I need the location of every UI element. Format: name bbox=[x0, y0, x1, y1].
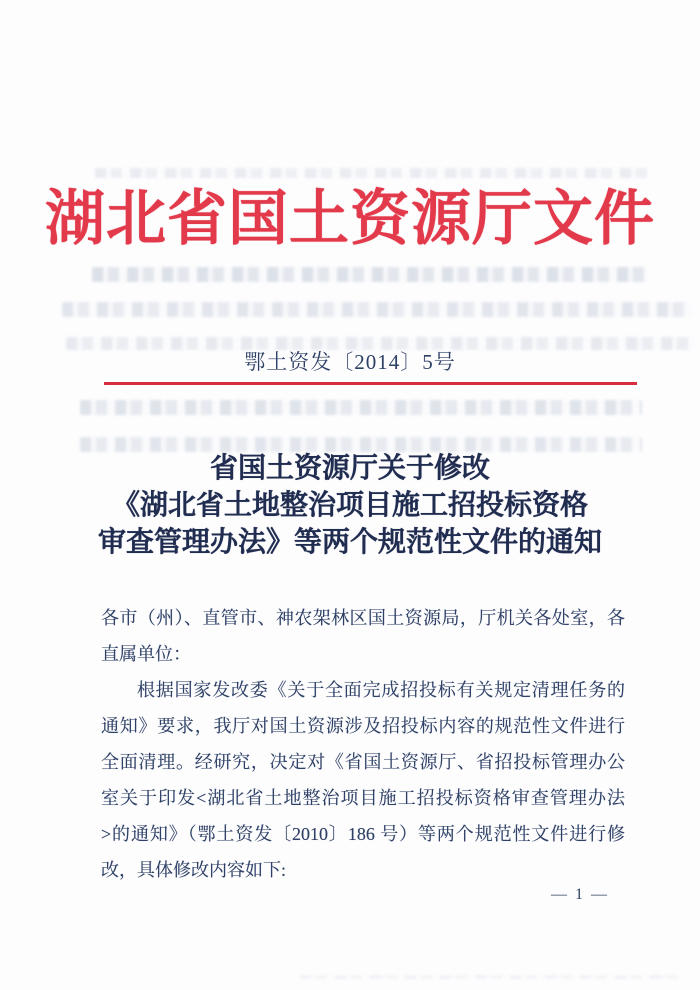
body-line-6: 改，具体修改内容如下: bbox=[101, 860, 286, 880]
body-line-2: 通知》要求，我厅对国土资源涉及招投标内容的规范性文件进行 bbox=[101, 716, 625, 736]
document-number: 鄂土资发〔2014〕5号 bbox=[244, 350, 456, 374]
bleedthrough-band bbox=[80, 400, 642, 415]
body-line-5: >的通知》（鄂土资发〔2010〕186 号）等两个规范性文件进行修 bbox=[101, 824, 625, 844]
bleedthrough-band bbox=[95, 168, 647, 178]
notice-title-line-1: 省国土资源厅关于修改 bbox=[209, 453, 490, 484]
letterhead-title: 湖北省国土资源厅文件 bbox=[45, 186, 655, 252]
notice-title-line-2: 《湖北省土地整治项目施工招投标资格 bbox=[111, 490, 588, 521]
notice-title-line-3: 审查管理办法》等两个规范性文件的通知 bbox=[97, 527, 602, 558]
notice-title bbox=[0, 450, 700, 561]
bleedthrough-band bbox=[300, 975, 680, 979]
salutation-line-1: 各市（州）、直管市、神农架林区国土资源局，厅机关各处室，各 bbox=[101, 608, 625, 628]
body-line-4: 室关于印发<湖北省土地整治项目施工招投标资格审查管理办法 bbox=[101, 788, 625, 808]
bleedthrough-band bbox=[92, 267, 648, 282]
salutation-line-2: 直属单位： bbox=[101, 644, 191, 664]
body-line-1: 根据国家发改委《关于全面完成招投标有关规定清理任务的 bbox=[137, 680, 625, 700]
page-number: — 1 — bbox=[551, 886, 609, 903]
body-text bbox=[101, 600, 625, 888]
body-line-3: 全面清理。经研究，决定对《省国土资源厅、省招投标管理办公 bbox=[101, 752, 625, 772]
bleedthrough-band bbox=[62, 302, 692, 317]
red-rule bbox=[104, 382, 637, 385]
